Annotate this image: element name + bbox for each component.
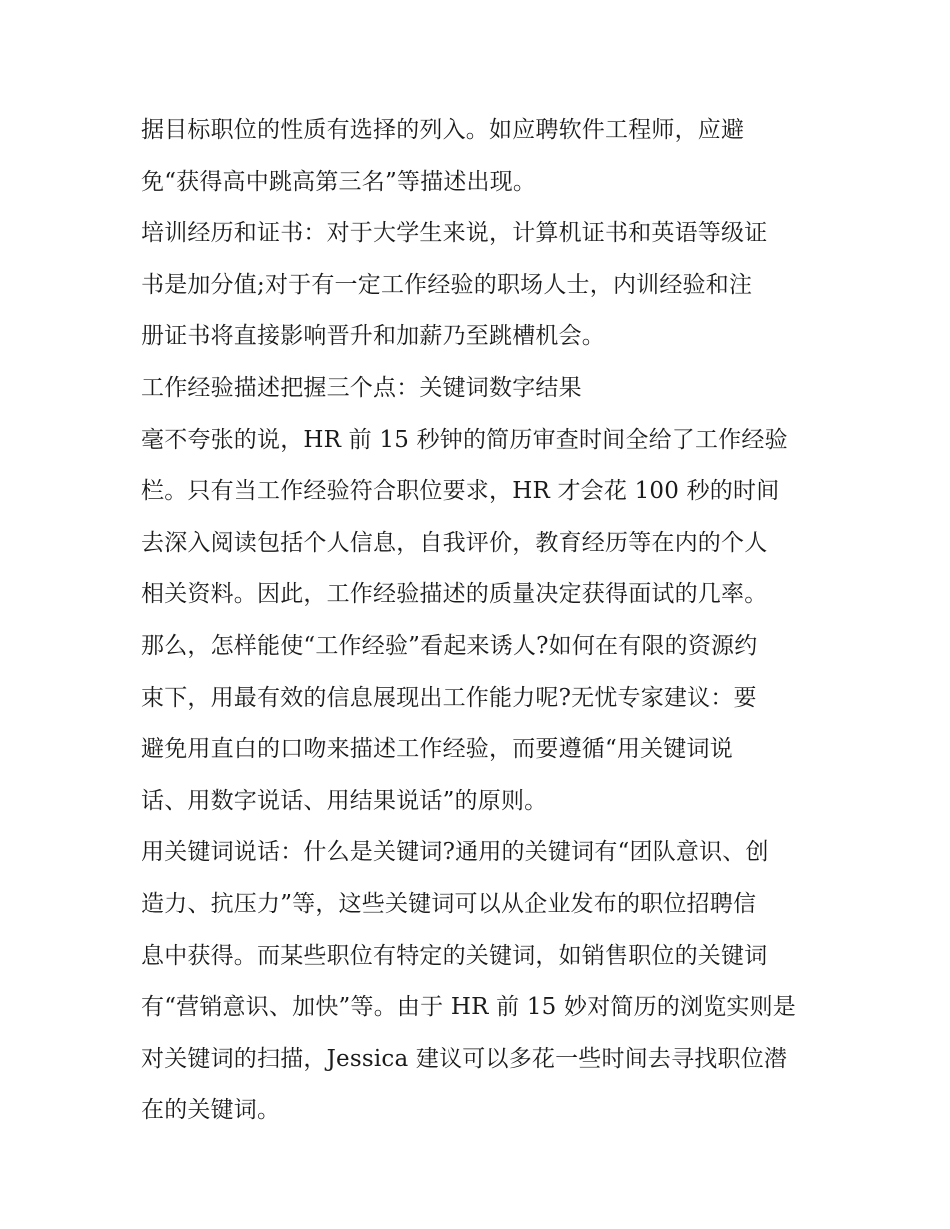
- text-line: 束下，用最有效的信息展现出工作能力呢?无忧专家建议：要: [141, 684, 757, 711]
- section-heading: 工作经验描述把握三个点：关键词数字结果: [141, 374, 582, 401]
- text-line: 用关键词说话：什么是关键词?通用的关键词有“团队意识、创: [141, 839, 769, 866]
- text-line: 息中获得。而某些职位有特定的关键词，如销售职位的关键词: [141, 942, 768, 969]
- text-line: 培训经历和证书：对于大学生来说，计算机证书和英语等级证: [141, 220, 768, 247]
- text-line: 书是加分值;对于有一定工作经验的职场人士，内训经验和注: [141, 271, 753, 298]
- text-line: 话、用数字说话、用结果说话”的原则。: [141, 787, 548, 814]
- document-page: [141, 105, 821, 1137]
- text-line: 有“营销意识、加快”等。由于 HR 前 15 妙对简历的浏览实则是: [141, 994, 797, 1021]
- text-line: 去深入阅读包括个人信息，自我评价，教育经历等在内的个人: [141, 529, 768, 556]
- text-line: 相关资料。因此，工作经验描述的质量决定获得面试的几率。: [141, 581, 768, 608]
- text-line: 免“获得高中跳高第三名”等描述出现。: [141, 168, 537, 195]
- text-line: 在的关键词。: [141, 1097, 281, 1124]
- text-line: 对关键词的扫描，Jessica 建议可以多花一些时间去寻找职位潜: [141, 1045, 788, 1072]
- text-line: 造力、抗压力”等，这些关键词可以从企业发布的职位招聘信: [141, 890, 757, 917]
- text-line: 那么，怎样能使“工作经验”看起来诱人?如何在有限的资源约: [141, 632, 758, 659]
- text-line: 册证书将直接影响晋升和加薪乃至跳槽机会。: [141, 323, 605, 350]
- text-line: 避免用直白的口吻来描述工作经验，而要遵循“用关键词说: [141, 736, 733, 763]
- text-line: 栏。只有当工作经验符合职位要求，HR 才会花 100 秒的时间: [141, 478, 780, 505]
- text-line: 据目标职位的性质有选择的列入。如应聘软件工程师，应避: [141, 117, 745, 143]
- text-line: 毫不夸张的说，HR 前 15 秒钟的简历审查时间全给了工作经验: [141, 426, 788, 453]
